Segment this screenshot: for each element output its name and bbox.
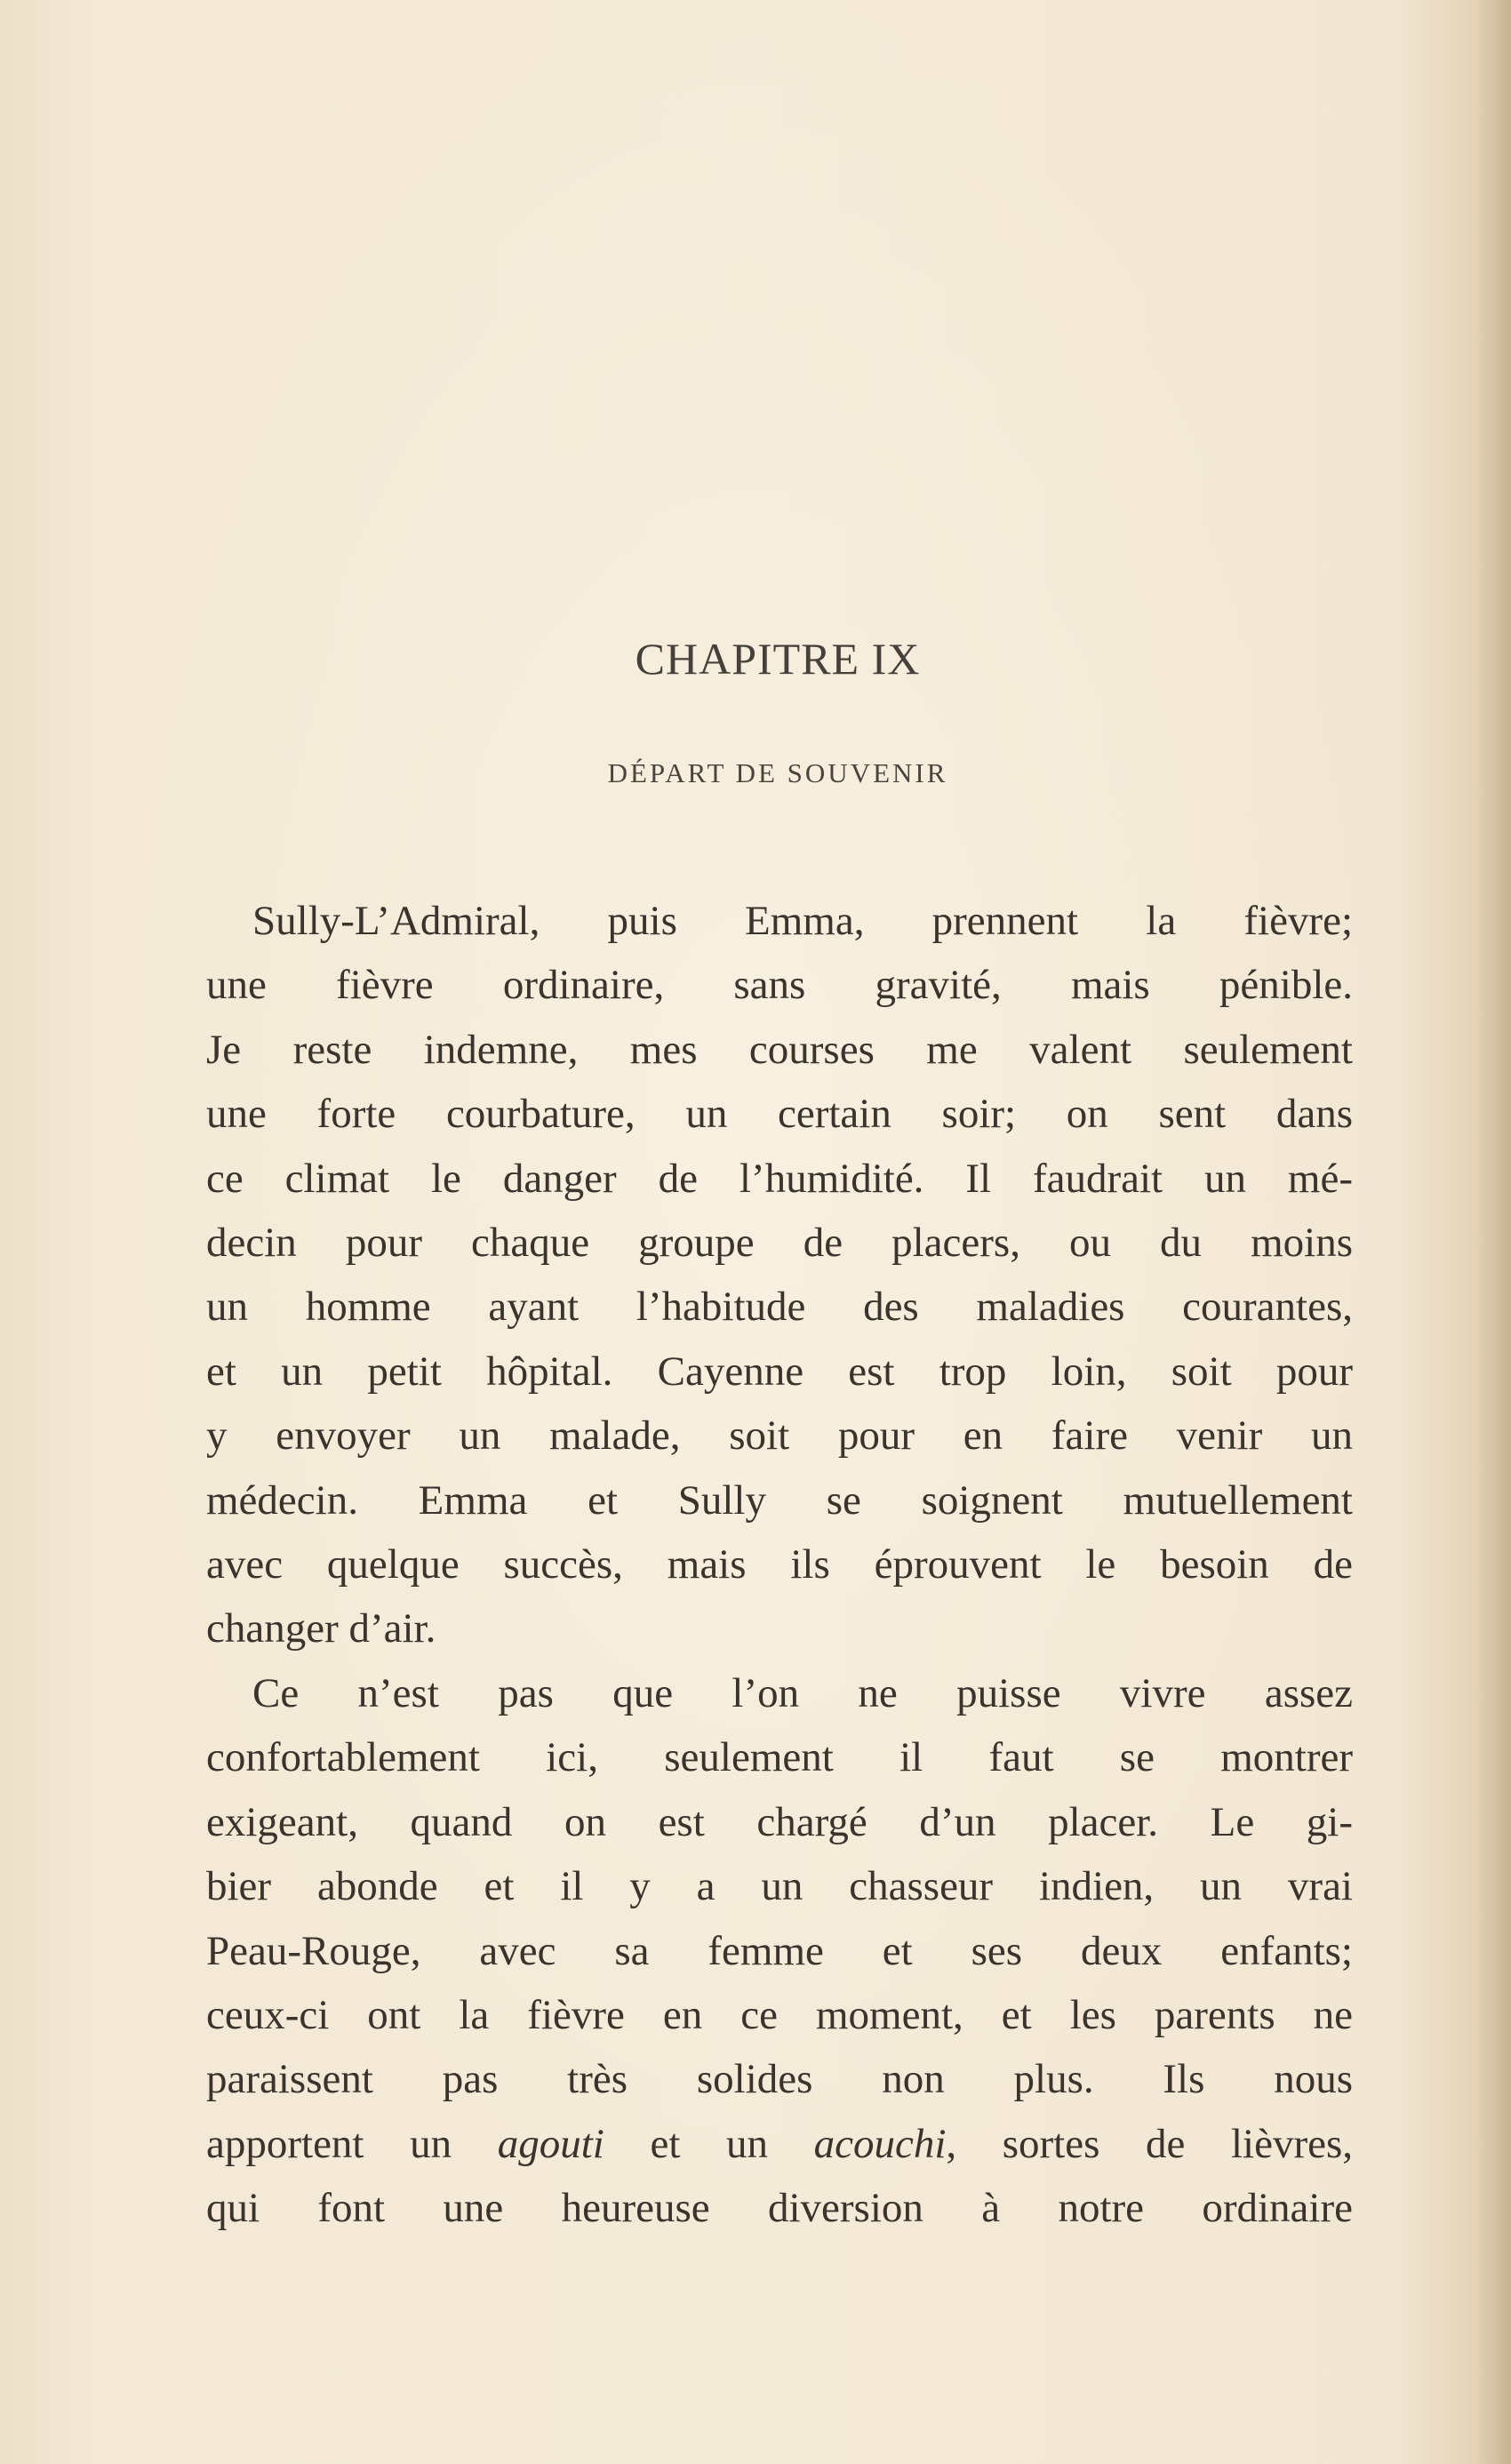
text-line: y envoyer un malade, soit pour en faire venir un <box>206 1412 1353 1460</box>
text-line: une fièvre ordinaire, sans gravité, mais pénible. <box>206 962 1353 1009</box>
text-line: Ce n’est pas que l’on ne puisse vivre assez <box>252 1669 1353 1716</box>
text-line: qui font une heureuse diversion à notre ordinaire <box>206 2185 1353 2232</box>
text-line: une forte courbature, un certain soir; on sent dans <box>206 1091 1353 1138</box>
text-fragment: , sortes de lièvres, <box>946 2120 1353 2167</box>
text-line: Sully-L’Admiral, puis Emma, prennent la fièvre; <box>252 898 1353 944</box>
text-line: paraissent pas très solides non plus. Ils nous <box>206 2056 1353 2103</box>
italic-word-acouchi: acouchi <box>813 2120 947 2167</box>
text-line: changer d’air. <box>206 1605 436 1652</box>
text-line: ceux-ci ont la fièvre en ce moment, et les parents ne <box>206 1991 1353 2038</box>
italic-word-agouti: agouti <box>497 2120 604 2167</box>
text-line: et un petit hôpital. Cayenne est trop loin, soit pour <box>206 1348 1353 1395</box>
page-edge-shadow <box>1475 0 1511 2464</box>
body-text <box>206 889 1353 2241</box>
text-line: exigeant, quand on est chargé d’un placer. Le gi- <box>206 1798 1353 1845</box>
text-line: confortablement ici, seulement il faut se montrer <box>206 1734 1353 1781</box>
text-line-italic <box>206 2112 1353 2176</box>
text-line: bier abonde et il y a un chasseur indien, un vrai <box>206 1863 1353 1910</box>
text-fragment: apportent un <box>206 2120 498 2167</box>
text-line: médecin. Emma et Sully se soignent mutuellement <box>206 1476 1353 1524</box>
text-line: ce climat le danger de l’humidité. Il faudrait un mé- <box>206 1155 1353 1202</box>
paragraph-1 <box>206 889 1353 1661</box>
chapter-subtitle: DÉPART DE SOUVENIR <box>607 757 948 788</box>
text-line: Peau-Rouge, avec sa femme et ses deux enfants; <box>206 1927 1353 1974</box>
text-line: avec quelque succès, mais ils éprouvent le besoin de <box>206 1541 1353 1588</box>
chapter-title: CHAPITRE IX <box>635 634 921 684</box>
text-line: Je reste indemne, mes courses me valent seulement <box>206 1026 1353 1073</box>
text-line: un homme ayant l’habitude des maladies courantes, <box>206 1284 1353 1331</box>
text-fragment: et un <box>604 2120 814 2167</box>
text-line: decin pour chaque groupe de placers, ou du moins <box>206 1220 1353 1267</box>
paragraph-2 <box>206 1661 1353 2241</box>
